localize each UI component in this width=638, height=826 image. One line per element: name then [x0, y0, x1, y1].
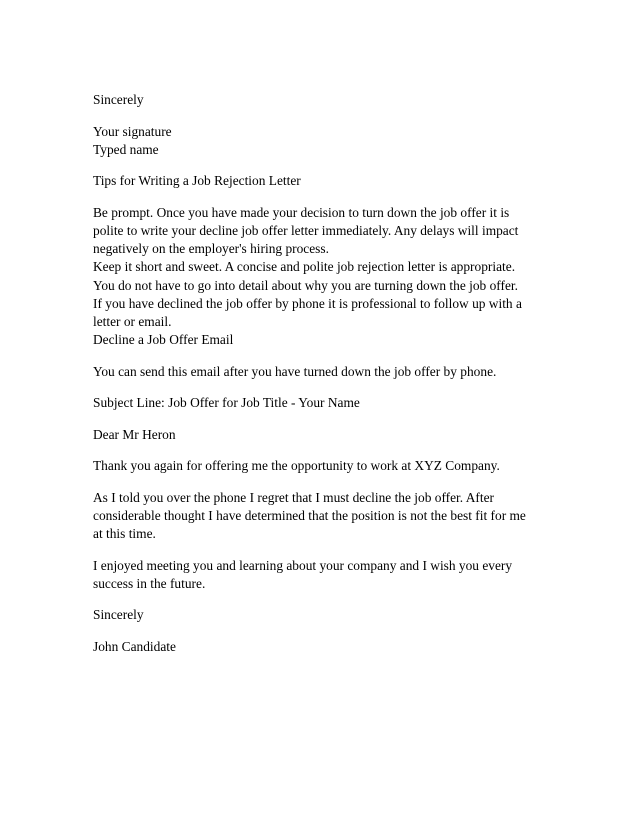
body-line: considerable thought I have determined that the position is not the best fit for me — [93, 507, 526, 523]
salutation-text: Dear Mr Heron — [93, 426, 176, 442]
body-paragraph-1 — [93, 457, 613, 475]
tips-line: Decline a Job Offer Email — [93, 332, 234, 348]
tips-line: If you have declined the job offer by phone it is professional to follow up with a — [93, 295, 522, 311]
sender-name-text: John Candidate — [93, 638, 176, 654]
subject-line — [93, 394, 613, 412]
body-line: I enjoyed meeting you and learning about your company and I wish you every — [93, 557, 513, 573]
body-paragraph-3 — [93, 557, 613, 593]
closing-text: Sincerely — [93, 607, 144, 623]
email-intro — [93, 363, 613, 381]
body-line: success in the future. — [93, 575, 206, 591]
tips-line: polite to write your decline job offer letter immediately. Any delays will impact — [93, 222, 519, 238]
body-paragraph-2 — [93, 489, 613, 544]
tips-line: Be prompt. Once you have made your decision to turn down the job offer it is — [93, 204, 510, 220]
signature-line: Your signature — [93, 123, 172, 139]
body-line: As I told you over the phone I regret that I must decline the job offer. After — [93, 489, 494, 505]
tips-paragraph — [93, 204, 613, 350]
tips-heading — [93, 172, 613, 190]
email-intro-text: You can send this email after you have turned down the job offer by phone. — [93, 363, 497, 379]
signature-block — [93, 123, 613, 159]
sender-name — [93, 638, 613, 656]
tips-line: Keep it short and sweet. A concise and polite job rejection letter is appropriate. — [93, 259, 516, 275]
closing-text: Sincerely — [93, 92, 144, 107]
body-line: at this time. — [93, 526, 156, 542]
subject-line-text: Subject Line: Job Offer for Job Title - Your Name — [93, 395, 360, 411]
tips-line: negatively on the employer's hiring process. — [93, 241, 329, 257]
body-line: Thank you again for offering me the opportunity to work at XYZ Company. — [93, 458, 500, 474]
salutation — [93, 426, 613, 444]
closing-sincerely — [93, 91, 613, 109]
tips-line: letter or email. — [93, 313, 172, 329]
tips-heading-text: Tips for Writing a Job Rejection Letter — [93, 173, 301, 189]
tips-line: You do not have to go into detail about why you are turning down the job offer. — [93, 277, 518, 293]
typed-name-line: Typed name — [93, 141, 159, 157]
document-page — [93, 91, 613, 669]
closing-sincerely-2 — [93, 606, 613, 624]
